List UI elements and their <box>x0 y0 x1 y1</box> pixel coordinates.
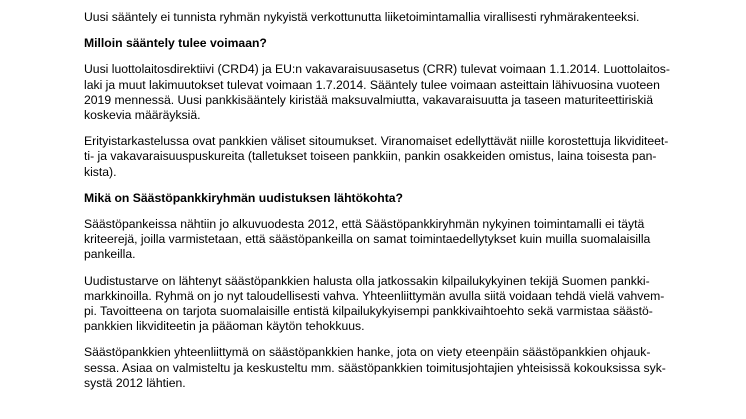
document-page <box>84 10 684 391</box>
text-line: Uudistustarve on lähtenyt säästöpankkien halusta olla jatkossakin kilpailukykyinen tekijä Suomen pankki- <box>84 273 650 288</box>
paragraph-interbank-commitments <box>84 134 684 180</box>
paragraph-regulation-timeline <box>84 62 684 123</box>
text-line: Säästöpankeissa nähtiin jo alkuvuodesta 2012, että Säästöpankkiryhmän nykyinen toimintamalli ei täytä <box>84 217 645 232</box>
heading-reform-starting-point: Mikä on Säästöpankkiryhmän uudistuksen lähtökohta? <box>84 190 403 205</box>
text-line: Uusi luottolaitosdirektiivi (CRD4) ja EU:n vakavaraisuusasetus (CRR) tulevat voimaan 1.1.2014. Luottolaitos- <box>84 62 670 77</box>
text-line: koskevia määräyksiä. <box>84 108 201 123</box>
text-line: pankkien likviditeetin ja pääoman käytön tehokkuus. <box>84 319 365 334</box>
text-line: ti- ja vakavaraisuuspuskureita (talletukset toiseen pankkiin, pankin osakkeiden omistus, laina toisesta pan- <box>84 149 657 164</box>
paragraph-reform-need <box>84 274 684 335</box>
text-line: Säästöpankkien yhteenliittymä on säästöpankkien hanke, jota on viety eteenpäin säästöpankkien ohjauk- <box>84 345 651 360</box>
text-line: kriteerejä, joilla varmistetaan, että säästöpankeilla on samat toimintaedellytykset kuin muilla suomalaisilla <box>84 232 651 247</box>
text-line: pi. Tavoitteena on tarjota suomalaisille entistä kilpailukykyisempi pankkivaihtoehto sekä varmistaa säästö- <box>84 304 653 319</box>
text-line: kista). <box>84 164 117 179</box>
text-line: pankeilla. <box>84 247 136 262</box>
text-line: markkinoilla. Ryhmä on jo nyt taloudellisesti vahva. Yhteenliittymän avulla siitä voidaan tehdä vielä vahvem- <box>84 288 665 303</box>
heading-when-regulation-takes-effect: Milloin sääntely tulee voimaan? <box>84 36 267 51</box>
text-line: systä 2012 lähtien. <box>84 375 186 390</box>
paragraph-early-2012 <box>84 217 684 263</box>
text-line: sessa. Asiaa on valmisteltu ja keskusteltu mm. säästöpankkien toimitusjohtajien yhteisissä kokouksissa syk- <box>84 360 666 375</box>
paragraph-amalgamation-project <box>84 345 684 391</box>
paragraph-intro <box>84 10 684 25</box>
text-line: Erityistarkastelussa ovat pankkien väliset sitoumukset. Viranomaiset edellyttävät niille korostettuja likviditeet- <box>84 134 669 149</box>
text-line: Uusi sääntely ei tunnista ryhmän nykyistä verkottunutta liiketoimintamallia virallisesti ryhmärakenteeksi. <box>84 10 640 24</box>
text-line: 2019 mennessä. Uusi pankkisääntely kiristää maksuvalmiutta, vakavaraisuutta ja taseen maturiteettiriskiä <box>84 92 654 107</box>
text-line: laki ja muut lakimuutokset tulevat voimaan 1.7.2014. Sääntely tulee voimaan asteittain lähivuosina vuoteen <box>84 77 660 92</box>
